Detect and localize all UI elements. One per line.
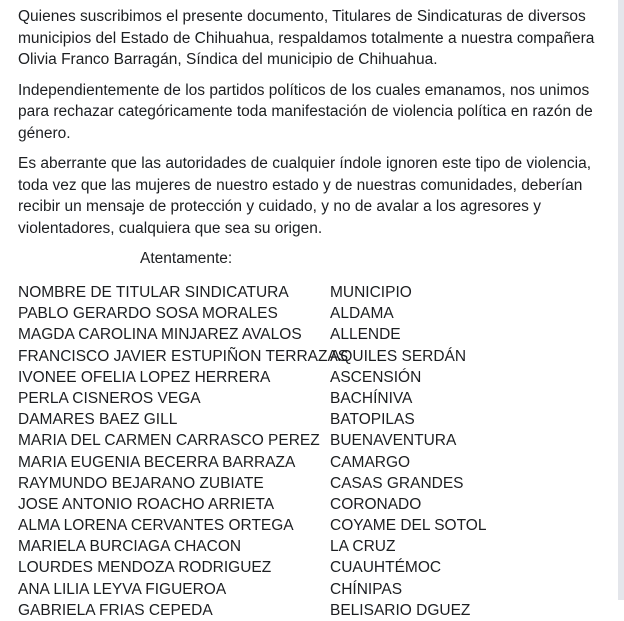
signatory-municipality: AQUILES SERDÁN bbox=[330, 347, 467, 365]
signatory-municipality: BACHÍNIVA bbox=[330, 389, 413, 407]
signatory-municipality: LA CRUZ bbox=[330, 538, 396, 556]
header-municipality: MUNICIPIO bbox=[330, 284, 412, 301]
table-row bbox=[18, 367, 618, 388]
table-row bbox=[18, 600, 618, 621]
table-row bbox=[18, 473, 618, 494]
table-row bbox=[18, 346, 618, 367]
table-row bbox=[18, 324, 618, 345]
signatory-name: GABRIELA FRIAS CEPEDA bbox=[18, 601, 213, 619]
signatory-municipality: CAMARGO bbox=[330, 453, 411, 471]
page-right-border bbox=[618, 0, 624, 600]
signatory-name: LOURDES MENDOZA RODRIGUEZ bbox=[18, 559, 272, 577]
signatory-name: FRANCISCO JAVIER ESTUPIÑON TERRAZAS bbox=[18, 347, 349, 365]
signatory-name: JOSE ANTONIO ROACHO ARRIETA bbox=[18, 495, 275, 513]
header-name: NOMBRE DE TITULAR SINDICATURA bbox=[18, 284, 289, 301]
post-body bbox=[18, 6, 618, 621]
signatory-name: PERLA CISNEROS VEGA bbox=[18, 389, 201, 407]
signatory-municipality: ASCENSIÓN bbox=[330, 368, 422, 386]
signatory-municipality: BELISARIO DGUEZ bbox=[330, 601, 471, 619]
signatory-municipality: ALLENDE bbox=[330, 326, 401, 344]
signatory-name: IVONEE OFELIA LOPEZ HERRERA bbox=[18, 368, 271, 386]
signatory-name: DAMARES BAEZ GILL bbox=[18, 411, 178, 429]
signatory-municipality: CUAUHTÉMOC bbox=[330, 559, 442, 577]
signatories-list bbox=[18, 282, 618, 621]
statement-paragraph-1: Quienes suscribimos el presente documento, Titulares de Sindicaturas de diversos municipios del Estado de Chihuahua, respaldamos totalmente a nuestra compañera Olivia Franco Barragán, Síndica del municipio de Chihuahua. bbox=[18, 8, 595, 68]
table-row bbox=[18, 303, 618, 324]
signatory-municipality: CORONADO bbox=[330, 495, 422, 513]
signatory-municipality: ALDAMA bbox=[330, 305, 394, 323]
table-row bbox=[18, 536, 618, 557]
signatory-municipality: BATOPILAS bbox=[330, 411, 415, 429]
table-row bbox=[18, 409, 618, 430]
table-row bbox=[18, 494, 618, 515]
table-row bbox=[18, 452, 618, 473]
table-row bbox=[18, 579, 618, 600]
signatory-name: MARIELA BURCIAGA CHACON bbox=[18, 538, 242, 556]
signatory-name: MARIA EUGENIA BECERRA BARRAZA bbox=[18, 453, 296, 471]
table-row bbox=[18, 388, 618, 409]
signatory-name: MARIA DEL CARMEN CARRASCO PEREZ bbox=[18, 432, 320, 450]
table-header-row bbox=[18, 282, 618, 303]
signatory-name: ALMA LORENA CERVANTES ORTEGA bbox=[18, 517, 294, 535]
signatory-name: PABLO GERARDO SOSA MORALES bbox=[18, 305, 278, 323]
signatory-municipality: CHÍNIPAS bbox=[330, 580, 403, 598]
table-row bbox=[18, 430, 618, 451]
statement-paragraph-3: Es aberrante que las autoridades de cualquier índole ignoren este tipo de violencia, toda vez que las mujeres de nuestro estado y de nuestras comunidades, deberían recibir un mensaje de protección y cuidado, y no de avalar a los agresores y violentadores, cualquiera que sea su origen. bbox=[18, 155, 592, 237]
signatory-name: MAGDA CAROLINA MINJAREZ AVALOS bbox=[18, 326, 302, 344]
signatory-name: RAYMUNDO BEJARANO ZUBIATE bbox=[18, 474, 264, 492]
signatory-municipality: BUENAVENTURA bbox=[330, 432, 457, 450]
signatory-municipality: CASAS GRANDES bbox=[330, 474, 464, 492]
table-row bbox=[18, 557, 618, 578]
signatory-name: ANA LILIA LEYVA FIGUEROA bbox=[18, 580, 227, 598]
signatory-municipality: COYAME DEL SOTOL bbox=[330, 517, 487, 535]
statement-paragraph-2: Independientemente de los partidos políticos de los cuales emanamos, nos unimos para rechazar categóricamente toda manifestación de violencia política en razón de género. bbox=[18, 81, 593, 142]
closing-line: Atentamente: bbox=[140, 250, 233, 267]
table-row bbox=[18, 515, 618, 536]
